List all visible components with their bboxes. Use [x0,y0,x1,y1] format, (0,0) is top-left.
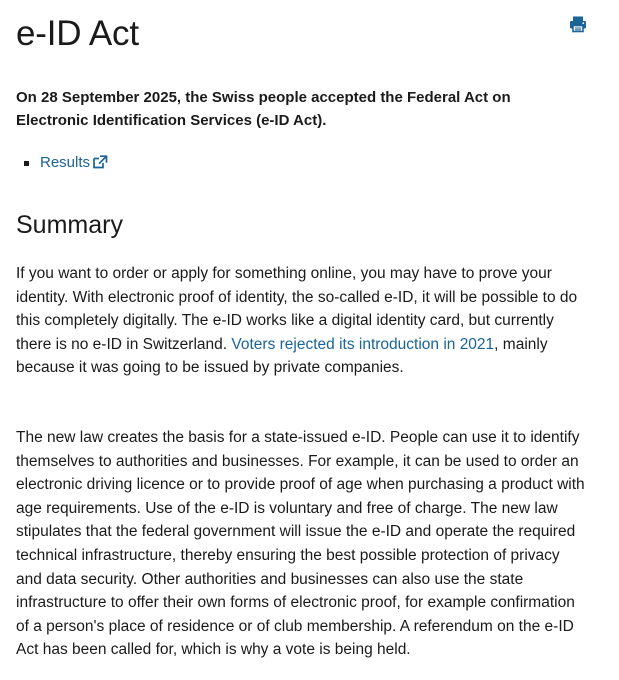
paragraph-text: , mainly because it was going to be issued by private companies. [16,335,548,377]
external-link-icon [92,153,108,176]
results-link[interactable] [40,154,108,171]
lead-paragraph: On 28 September 2025, the Swiss people accepted the Federal Act on Electronic Identification Services (e-ID Act). [16,89,511,129]
bullet [24,161,29,166]
results-link-label: Results [40,154,91,171]
paragraph-text: If you want to order or apply for something online, you may have to prove your identity. With electronic proof of identity, the so-called e-ID, it will be possible to do this completely digitally. The e-ID works like a digital identity card, but currently there is no e-ID in Switzerland. [16,265,578,353]
printer-icon [569,15,587,33]
page-title: e-ID Act [16,14,139,53]
summary-paragraph-1 [16,262,588,380]
results-list [16,151,108,176]
summary-paragraph-2: The new law creates the basis for a state-issued e-ID. People can use it to identify themselves to authorities and businesses. For example, it can be used to order an electronic driving licence or to provide proof of age when purchasing a product with age requirements. Use of the e-ID is voluntary and free of charge. The new law stipulates that the federal government will issue the e-ID and operate the required technical infrastructure, thereby ensuring the best possible protection of privacy and data security. Other authorities and businesses can also use the state infrastructure to offer their own forms of electronic proof, for example confirmation of a person's place of residence or of club membership. A referendum on the e-ID Act has been called for, which is why a vote is being held. [16,429,585,659]
voters-rejected-link[interactable]: Voters rejected its introduction in 2021 [231,335,495,353]
print-button[interactable] [569,15,587,33]
summary-heading: Summary [16,211,123,239]
list-item [16,151,108,176]
